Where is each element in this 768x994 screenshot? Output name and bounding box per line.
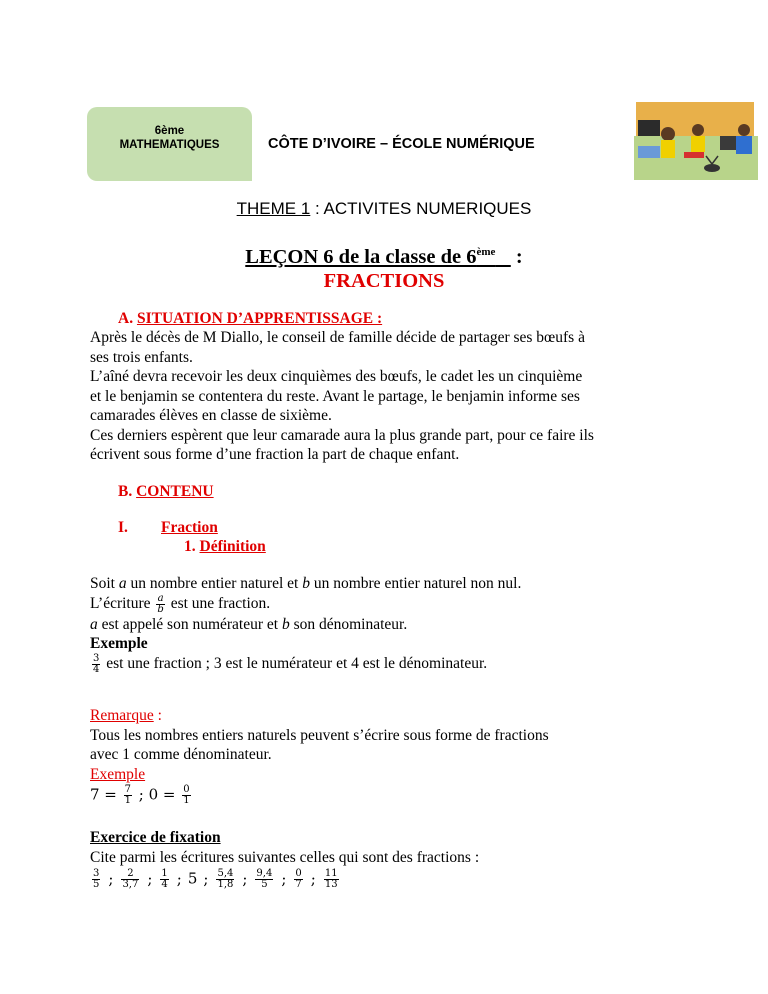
lesson-subtitle: FRACTIONS: [323, 270, 445, 292]
fraction-numerator: 0: [295, 868, 302, 879]
fraction-denominator: 1,8: [217, 879, 234, 890]
section-b-title: CONTENU: [136, 483, 214, 500]
text: est une fraction.: [166, 594, 271, 612]
badge-level: 6ème: [154, 125, 185, 137]
exercise-prompt: Cite parmi les écritures suivantes celles qui sont des fractions :: [90, 848, 480, 866]
section-a-title: SITUATION D’APPRENTISSAGE :: [136, 310, 383, 327]
remark-line: Tous les nombres entiers naturels peuvent s’écrire sous forme de fractions: [90, 726, 549, 744]
text: son dénominateur.: [289, 615, 408, 633]
fraction-numerator: 0: [183, 784, 190, 795]
example-label: Exemple: [90, 635, 148, 652]
var-a: a: [118, 575, 127, 592]
remark-example-math: [90, 785, 690, 806]
exercise-fraction: [324, 869, 339, 890]
subsection-title: Définition: [199, 538, 266, 555]
fraction-seven-over-one: [124, 785, 132, 806]
fraction-numerator: 3: [93, 652, 100, 664]
section-a-heading: [118, 310, 382, 328]
fraction-denominator: 5: [261, 879, 268, 890]
definition-line-3: [90, 615, 690, 635]
exercise-fraction: [92, 869, 100, 890]
var-b: b: [281, 615, 290, 633]
fraction-three-quarters: [92, 654, 100, 675]
exercise-fraction: [294, 869, 302, 890]
fraction-denominator: 1: [183, 795, 190, 806]
math-text: 0 =: [148, 785, 181, 804]
text: est appelé son numérateur et: [97, 615, 282, 633]
remark-label-suffix: :: [153, 707, 162, 724]
math-separator: ;: [134, 785, 149, 804]
part-number: I.: [118, 519, 128, 536]
exercise-separator: ;: [310, 869, 316, 888]
part-title: Fraction: [161, 519, 218, 536]
text: est une fraction ; 3 est le numérateur et 4 est le dénominateur.: [102, 654, 488, 672]
definition-line-2: [90, 594, 690, 615]
remark-block: [90, 706, 690, 806]
section-b-heading: [118, 483, 214, 501]
fraction-numerator: 1: [161, 868, 168, 879]
exercise-items: [90, 869, 690, 890]
theme-heading: [0, 199, 768, 219]
children-at-computers-illustration: [628, 100, 760, 182]
situation-line: ses trois enfants.: [90, 348, 193, 366]
exercise-plain-number: 5: [187, 869, 198, 888]
part-heading: [161, 519, 218, 537]
situation-line: L’aîné devra recevoir les deux cinquièmes des bœufs, le cadet les un cinquième: [90, 368, 583, 385]
example-line: [90, 654, 690, 675]
subsection-heading: [184, 538, 266, 556]
lesson-title-text: LEÇON 6 de la classe de 6: [245, 246, 477, 268]
exercise-fraction: [160, 869, 168, 890]
remark-example-label: [90, 765, 690, 785]
definition-line-1: [90, 574, 690, 594]
remark-label: Remarque: [90, 707, 154, 724]
exercise-block: [90, 828, 690, 890]
fraction-a-over-b: [156, 594, 164, 615]
var-b: b: [302, 575, 310, 592]
exercise-title: Exercice de fixation: [90, 829, 221, 846]
exercise-separator: ;: [176, 869, 182, 888]
fraction-denominator: 3,7: [122, 879, 139, 890]
text: Soit: [90, 575, 119, 592]
definition-block: [90, 574, 690, 675]
fraction-denominator: 4: [93, 663, 100, 675]
text: un nombre entier naturel non nul.: [309, 575, 522, 592]
remark-line: avec 1 comme dénominateur.: [90, 746, 272, 763]
level-badge: [87, 107, 252, 181]
exercise-separator: ;: [281, 869, 287, 888]
exercise-separator: ;: [203, 869, 209, 888]
exercise-fraction: [216, 869, 234, 890]
var-a: a: [90, 615, 98, 633]
exercise-heading: [90, 828, 690, 848]
fraction-denominator: 13: [324, 879, 338, 890]
fraction-denominator: 1: [124, 795, 132, 806]
exercise-separator: ;: [108, 869, 114, 888]
fraction-numerator: 3: [93, 868, 100, 879]
lesson-title-colon: :: [510, 246, 523, 268]
section-a-letter: A.: [118, 310, 137, 327]
text: un nombre entier naturel et: [126, 575, 303, 592]
theme-text: : ACTIVITES NUMERIQUES: [310, 199, 532, 218]
situation-text: [90, 328, 690, 465]
exercise-fraction: [255, 869, 273, 890]
badge-subject: MATHEMATIQUES: [119, 139, 220, 151]
lesson-title: [0, 246, 768, 269]
exercise-separator: ;: [147, 869, 153, 888]
situation-line: Après le décès de M Diallo, le conseil de famille décide de partager ses bœufs à: [90, 329, 585, 346]
fraction-numerator: 9,4: [256, 868, 273, 879]
fraction-numerator: 2: [121, 869, 139, 880]
remark-heading: [90, 706, 690, 726]
section-b-letter: B.: [118, 483, 137, 500]
lesson-title-sup: ème: [476, 246, 496, 259]
situation-line: et le benjamin se contentera du reste. Avant le partage, le benjamin informe ses: [90, 387, 580, 405]
fraction-numerator: 5,4: [217, 868, 234, 879]
text: L’écriture: [90, 594, 155, 612]
exercise-separator: ;: [242, 869, 248, 888]
fraction-numerator: 7: [124, 784, 132, 795]
fraction-zero-over-one: [182, 785, 190, 806]
math-text: 7 =: [90, 785, 122, 804]
fraction-numerator: 11: [324, 868, 338, 879]
fraction-denominator: 5: [93, 879, 100, 890]
situation-line: camarades élèves en classe de sixième.: [90, 407, 332, 424]
fraction-denominator: 4: [161, 879, 168, 890]
exercise-fraction: [121, 869, 139, 890]
subsection-number: 1.: [184, 538, 200, 555]
remark-example-text: Exemple: [90, 765, 146, 783]
fraction-denominator: b: [157, 603, 164, 615]
situation-line: Ces derniers espèrent que leur camarade aura la plus grande part, pour ce faire ils: [90, 426, 594, 444]
fraction-numerator: a: [157, 592, 164, 604]
situation-line: écrivent sous forme d’une fraction la part de chaque enfant.: [90, 446, 460, 463]
fraction-denominator: 7: [295, 879, 302, 890]
school-name: CÔTE D’IVOIRE – ÉCOLE NUMÉRIQUE: [268, 136, 535, 152]
theme-label: THEME 1: [236, 199, 311, 218]
